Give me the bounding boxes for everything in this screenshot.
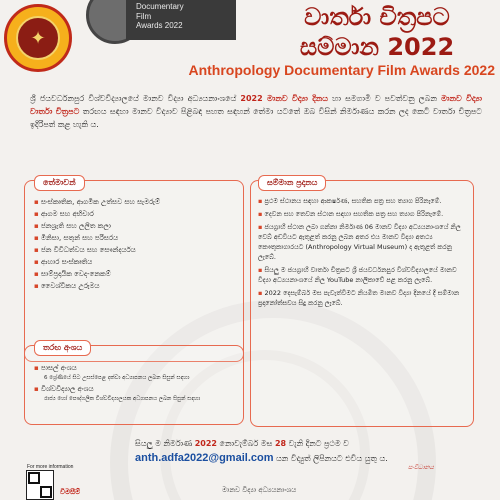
logo-emblem-icon: ✦	[16, 16, 60, 60]
awards-heading: සම්මාන ප්‍රදානය	[258, 175, 326, 191]
level-item: ▪ විශ්වවිද්‍යාල අංශය	[34, 383, 239, 395]
level-description: රාජ්‍ය හෝ පෞද්ගලික විශ්වවිද්‍යාලයක අධ්‍යාපනය ලබන සිසුන් සඳහා	[44, 396, 201, 402]
organizer-name: මානව විද්‍යා අධ්‍යයනාංශය	[222, 486, 297, 494]
levels-list	[34, 362, 239, 404]
more-info-label: For more information	[27, 464, 74, 470]
film-awards-badge	[86, 0, 236, 48]
email-address[interactable]: anth.adfa2022@gmail.com	[135, 452, 274, 464]
theme-item: ▪ මිනිසා, සතුන් සහ පරිසරය	[34, 232, 239, 244]
theme-item: ▪ සාම්ප්‍රදායික වෙද-නෙකම්	[34, 268, 239, 280]
theme-item: ▪ සංස්කෘතික, ආගමික උත්සව සහ සැමරුම්	[34, 196, 239, 208]
award-item: ▪ ප්‍රථම ස්ථානය සඳහා ආකර්ෂණ, සහතික පත්‍ර සහ ත්‍යාග පිරිනැමේ.	[258, 196, 466, 206]
theme-item: ▪ ආහාර සංස්කෘතිය	[34, 256, 239, 268]
award-item: ▪ දෙවන සහ තෙවන ස්ථාන සඳහා සහතික පත්‍ර සහ ත්‍යාග පිරිනැමේ.	[258, 209, 466, 219]
level-item: ▪ පාසල් අංශය	[34, 362, 239, 374]
theme-item: ▪ ජන විවිධත්වය සහ සෞන්දර්යය	[34, 244, 239, 256]
title-sinhala: වාර්තා චිත්‍රපට සම්මාන 2022	[299, 3, 455, 61]
inquiries-label: විමසීම්	[60, 488, 81, 496]
award-item: ▪ 2022 දෙසැම්බර් මස පැවැත්වීමට නියමිත මානව විද්‍යා දිනයේ දී සම්මාන ප්‍රදානෝත්සවය සිදු කරනු ලැබේ.	[258, 288, 466, 308]
deadline-notice: සියලු ම නිර්මාණ 2022 නොවැම්බර් මස 28 වැනි දිනට ප්‍රථම ව anth.adfa2022@gmail.com යන විද්‍යුත් ලිපිනයට එවිය යුතු ය.	[135, 439, 388, 464]
awards-list	[258, 196, 466, 311]
intro-paragraph: ශ්‍රී ජයවර්ධනපුර විශ්වවිද්‍යාලයේ මානව විද්‍යා අධ්‍යයනාංශයේ 2022 මානව විද්‍යා දිනය හා සමගාමී ව පවත්වනු ලබන මානව විද්‍යා වාර්තා චිත්‍රපට තරඟය සඳහා මානව විද්‍යාව පිළිබඳ පහත සඳහන් තේමා යටතේ ඔබ විසින් නිර්මාණය කරන ලද කෙටි වාර්තා චිත්‍රපට ඉදිරිපත් කළ හැකි ය.	[30, 94, 483, 129]
qr-code[interactable]	[26, 470, 54, 500]
badge-text: Documentary Film Awards 2022	[136, 2, 184, 30]
themes-heading: තේමාවන්	[34, 175, 85, 191]
title-english: Anthropology Documentary Film Awards 2022	[188, 62, 495, 78]
theme-item: ▪ වෛශ්විකය උරුමය	[34, 280, 239, 292]
levels-heading: තරඟ අංශය	[34, 340, 91, 356]
award-item: ▪ ජයග්‍රාහී ස්ථාන ලබා ගන්නා නිර්මාණ 06 මානව විද්‍යා අධ්‍යයනාංශයේ නිල වෙබ් අඩවියට ඇතුළත් කරනු ලබන අතර එය මානව විද්‍යා අතථ්‍ය කෞතුකාගාරයට (Anthropology Virtual Museum) ද ඇතුළත් කරනු ලැබේ.	[258, 222, 466, 262]
award-item: ▪ සියලු ම ජයග්‍රාහී වාර්තා චිත්‍රපට ශ්‍රී ජයවර්ධනපුර විශ්වවිද්‍යාලයේ මානව විද්‍යා අධ්‍යයනාංශයේ නිල YouTube නාලිකාවේ පළ කරනු ලැබේ.	[258, 265, 466, 285]
organizer-label: සංවිධානය	[408, 464, 434, 471]
themes-list	[34, 196, 239, 292]
university-logo	[4, 4, 72, 72]
theme-item: ▪ ආගම සහ අභිචාර	[34, 208, 239, 220]
level-description: 6 ශ්‍රේණියේ සිට උසස්පෙළ දක්වා අධ්‍යාපනය ලබන සිසුන් සඳහා	[44, 375, 190, 381]
theme-item: ▪ ජනශ්‍රැති සහ ලලිත කලා	[34, 220, 239, 232]
